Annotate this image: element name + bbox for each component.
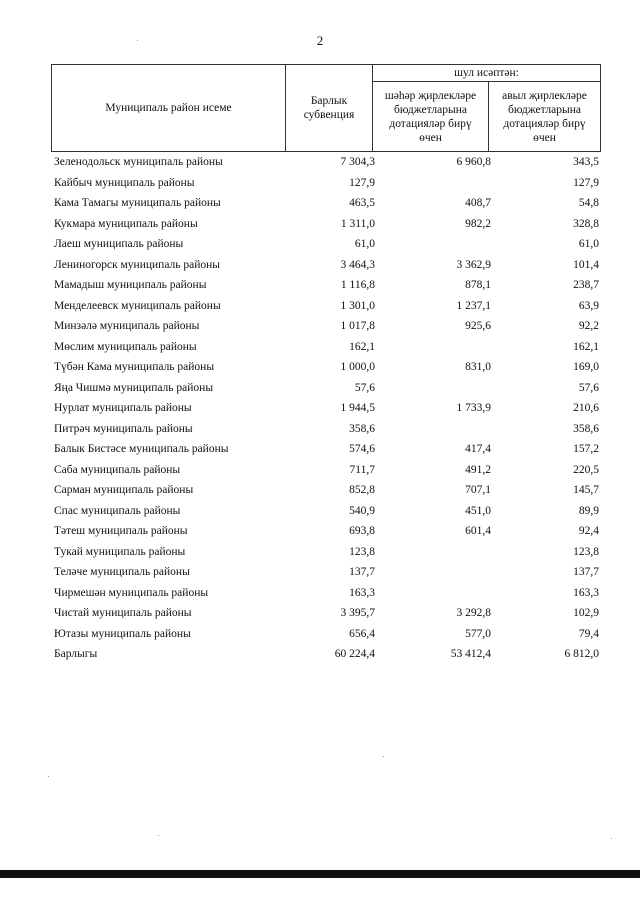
total-subvention-cell: 693,8 — [349, 525, 375, 537]
total-subvention-cell: 3 464,3 — [340, 258, 375, 271]
table-row — [51, 357, 601, 378]
table-row — [51, 480, 601, 501]
total-subvention-cell: 711,7 — [349, 463, 375, 476]
district-name-cell: Зеленодольск муниципаль районы — [54, 156, 223, 168]
district-name-cell: Балык Бистәсе муниципаль районы — [54, 443, 229, 455]
district-name-cell: Лениногорск муниципаль районы — [54, 258, 221, 271]
urban-subsidy-cell: 451,0 — [465, 504, 491, 517]
header-rural-column: авыл җирлекләре бюджетларына дотацияләр бирү өчен — [502, 89, 587, 144]
urban-subsidy-cell: 601,4 — [465, 525, 491, 537]
page-number: 2 — [316, 33, 324, 48]
total-subvention-cell: 1 944,5 — [340, 402, 375, 414]
table-row — [51, 644, 601, 665]
district-name-cell: Нурлат муниципаль районы — [54, 402, 192, 414]
district-name-cell: Теләче муниципаль районы — [54, 566, 190, 578]
rural-subsidy-cell: 238,7 — [573, 279, 599, 291]
urban-subsidy-cell: 707,1 — [465, 484, 491, 496]
rural-subsidy-cell: 157,2 — [573, 443, 599, 455]
total-subvention-cell: 7 304,3 — [340, 156, 375, 168]
table-row — [51, 521, 601, 542]
district-name-cell: Мөслим муниципаль районы — [54, 340, 197, 353]
rural-subsidy-cell: 343,5 — [573, 156, 599, 168]
district-name-cell: Сарман муниципаль районы — [54, 484, 194, 496]
district-name-cell: Түбән Кама муниципаль районы — [54, 361, 215, 373]
district-name-cell: Кукмара муниципаль районы — [54, 217, 198, 230]
rural-subsidy-cell: 358,6 — [573, 422, 599, 435]
total-subvention-cell: 1 301,0 — [340, 299, 375, 312]
rural-subsidy-cell: 101,4 — [573, 258, 599, 271]
rural-subsidy-cell: 145,7 — [573, 484, 599, 496]
rural-subsidy-cell: 123,8 — [573, 545, 599, 558]
total-subvention-cell: 463,5 — [349, 197, 375, 209]
urban-subsidy-cell: 6 960,8 — [456, 156, 491, 168]
total-subvention-cell: 1 000,0 — [340, 361, 375, 373]
table-row — [51, 398, 601, 419]
district-name-cell: Кама Тамагы муниципаль районы — [54, 197, 221, 209]
total-subvention-cell: 60 224,4 — [334, 648, 375, 660]
district-name-cell: Яңа Чишмә муниципаль районы — [54, 381, 214, 394]
urban-subsidy-cell: 982,2 — [465, 217, 491, 230]
table-row — [51, 296, 601, 317]
urban-subsidy-cell: 577,0 — [465, 627, 491, 640]
district-name-cell: Ютазы муниципаль районы — [54, 627, 191, 640]
district-name-cell: Мамадыш муниципаль районы — [54, 279, 207, 291]
rural-subsidy-cell: 169,0 — [573, 361, 599, 373]
table-row — [51, 234, 601, 255]
table-row — [51, 501, 601, 522]
total-subvention-cell: 1 017,8 — [340, 320, 375, 332]
table-body — [51, 152, 601, 665]
total-subvention-cell: 57,6 — [354, 381, 375, 394]
district-name-cell: Тукай муниципаль районы — [54, 545, 186, 558]
table-row — [51, 583, 601, 604]
total-subvention-cell: 61,0 — [354, 238, 375, 250]
scan-speck — [137, 40, 138, 41]
urban-subsidy-cell: 1 237,1 — [456, 299, 491, 312]
urban-subsidy-cell: 53 412,4 — [450, 648, 491, 660]
urban-subsidy-cell: 3 362,9 — [456, 258, 491, 271]
table-row — [51, 152, 601, 173]
district-name-cell: Чирмешән муниципаль районы — [54, 586, 209, 599]
total-subvention-cell: 1 311,0 — [340, 217, 375, 230]
table-row — [51, 460, 601, 481]
rural-subsidy-cell: 162,1 — [573, 340, 599, 353]
table-row — [51, 603, 601, 624]
total-subvention-cell: 540,9 — [349, 504, 375, 517]
district-name-cell: Чистай муниципаль районы — [54, 607, 192, 619]
rural-subsidy-cell: 328,8 — [573, 217, 599, 230]
rural-subsidy-cell: 79,4 — [578, 627, 599, 640]
table-row — [51, 439, 601, 460]
urban-subsidy-cell: 878,1 — [465, 279, 491, 291]
rural-subsidy-cell: 61,0 — [578, 238, 599, 250]
district-name-cell: Менделеевск муниципаль районы — [54, 299, 221, 312]
table-row — [51, 316, 601, 337]
district-name-cell: Кайбыч муниципаль районы — [54, 176, 195, 189]
total-subvention-cell: 137,7 — [349, 566, 375, 578]
urban-subsidy-cell: 417,4 — [465, 443, 491, 455]
district-name-cell: Лаеш муниципаль районы — [54, 238, 184, 250]
table-row — [51, 173, 601, 194]
district-name-cell: Саба муниципаль районы — [54, 463, 181, 476]
total-subvention-cell: 127,9 — [349, 176, 375, 189]
scan-speck — [158, 835, 159, 836]
rural-subsidy-cell: 89,9 — [578, 504, 599, 517]
rural-subsidy-cell: 137,7 — [573, 566, 599, 578]
scan-speck — [611, 838, 612, 839]
urban-subsidy-cell: 491,2 — [465, 463, 491, 476]
table-row — [51, 378, 601, 399]
rural-subsidy-cell: 57,6 — [578, 381, 599, 394]
district-name-cell: Питрәч муниципаль районы — [54, 422, 193, 435]
district-name-cell: Барлыгы — [54, 648, 98, 660]
scan-speck — [48, 776, 49, 777]
urban-subsidy-cell: 408,7 — [465, 197, 491, 209]
rural-subsidy-cell: 6 812,0 — [564, 648, 599, 660]
total-subvention-cell: 123,8 — [349, 545, 375, 558]
scan-edge-bar — [0, 870, 640, 878]
table-header — [51, 64, 601, 152]
total-subvention-cell: 1 116,8 — [340, 279, 375, 291]
table-row — [51, 624, 601, 645]
table-row — [51, 562, 601, 583]
total-subvention-cell: 852,8 — [349, 484, 375, 496]
urban-subsidy-cell: 831,0 — [465, 361, 491, 373]
district-name-cell: Спас муниципаль районы — [54, 504, 181, 517]
rural-subsidy-cell: 92,4 — [578, 525, 599, 537]
urban-subsidy-cell: 1 733,9 — [456, 402, 491, 414]
rural-subsidy-cell: 210,6 — [573, 402, 599, 414]
scan-speck — [383, 756, 384, 757]
table-row — [51, 193, 601, 214]
rural-subsidy-cell: 163,3 — [573, 586, 599, 599]
urban-subsidy-cell: 3 292,8 — [456, 607, 491, 619]
header-of-which: шул исәптән: — [454, 67, 519, 79]
table-row — [51, 419, 601, 440]
total-subvention-cell: 358,6 — [349, 422, 375, 435]
rural-subsidy-cell: 102,9 — [573, 607, 599, 619]
district-name-cell: Тәтеш муниципаль районы — [54, 525, 188, 537]
header-urban-column: шәһәр җирлекләре бюджетларына дотацияләр бирү өчен — [384, 89, 477, 144]
rural-subsidy-cell: 54,8 — [578, 197, 599, 209]
table-row — [51, 337, 601, 358]
total-subvention-cell: 162,1 — [349, 340, 375, 353]
total-subvention-cell: 574,6 — [349, 443, 375, 455]
header-total-subvention: Барлык субвенция — [303, 95, 355, 121]
total-subvention-cell: 3 395,7 — [340, 607, 375, 619]
table-row — [51, 214, 601, 235]
rural-subsidy-cell: 63,9 — [578, 299, 599, 312]
urban-subsidy-cell: 925,6 — [465, 320, 491, 332]
table-row — [51, 255, 601, 276]
header-district-name: Муниципаль район исеме — [105, 102, 232, 114]
total-subvention-cell: 656,4 — [349, 627, 375, 640]
total-subvention-cell: 163,3 — [349, 586, 375, 599]
rural-subsidy-cell: 127,9 — [573, 176, 599, 189]
rural-subsidy-cell: 92,2 — [578, 320, 599, 332]
district-name-cell: Минзәлә муниципаль районы — [54, 320, 200, 332]
rural-subsidy-cell: 220,5 — [573, 463, 599, 476]
table-row — [51, 542, 601, 563]
table-row — [51, 275, 601, 296]
